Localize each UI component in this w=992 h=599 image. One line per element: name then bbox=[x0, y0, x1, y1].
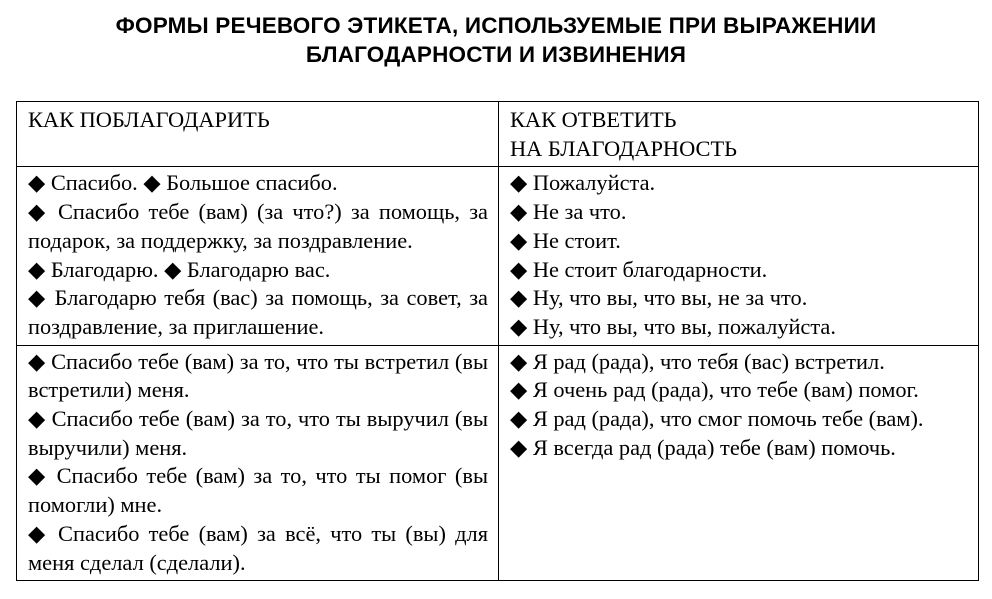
list-item: ◆ Спасибо тебе (вам) (за что?) за помощь, за подарок, за поддержку, за поздравление. bbox=[28, 199, 488, 253]
list-item: ◆ Не за что. bbox=[510, 199, 627, 225]
table-row bbox=[17, 345, 979, 581]
list-item: ◆ Я всегда рад (рада) тебе (вам) помочь. bbox=[510, 434, 896, 460]
list-item: ◆ Спасибо тебе (вам) за то, что ты встретил (вы встретили) меня. bbox=[28, 348, 488, 403]
thank-phrases-cell bbox=[17, 167, 499, 345]
list-item: ◆ Я очень рад (рада), что тебе (вам) помог. bbox=[510, 377, 919, 403]
header-how-to-respond-line-2: НА БЛАГОДАРНОСТЬ bbox=[510, 135, 738, 161]
response-phrases-cell bbox=[499, 345, 979, 581]
list-item: ◆ Спасибо. ◆ Большое спасибо. bbox=[28, 170, 338, 196]
page-title bbox=[0, 11, 992, 69]
list-item: ◆ Ну, что вы, что вы, пожалуйста. bbox=[510, 313, 836, 339]
list-item: ◆ Спасибо тебе (вам) за то, что ты выручил (вы выручили) меня. bbox=[28, 406, 488, 460]
list-item: ◆ Спасибо тебе (вам) за всё, что ты (вы) для меня сделал (сделали). bbox=[28, 520, 488, 575]
list-item: ◆ Ну, что вы, что вы, не за что. bbox=[510, 285, 808, 311]
title-line-1: ФОРМЫ РЕЧЕВОГО ЭТИКЕТА, ИСПОЛЬЗУЕМЫЕ ПРИ ВЫРАЖЕНИИ bbox=[115, 13, 877, 38]
response-phrases-cell bbox=[499, 167, 979, 345]
list-item: ◆ Благодарю. ◆ Благодарю вас. bbox=[28, 256, 331, 282]
list-item: ◆ Я рад (рада), что смог помочь тебе (вам). bbox=[510, 406, 924, 432]
header-how-to-thank bbox=[17, 102, 499, 167]
title-line-2: БЛАГОДАРНОСТИ И ИЗВИНЕНИЯ bbox=[305, 42, 687, 67]
header-row bbox=[17, 102, 979, 167]
list-item: ◆ Пожалуйста. bbox=[510, 170, 656, 196]
thank-phrases-cell bbox=[17, 345, 499, 581]
list-item: ◆ Благодарю тебя (вас) за помощь, за совет, за поздравление, за приглашение. bbox=[28, 285, 488, 339]
header-how-to-respond bbox=[499, 102, 979, 167]
list-item: ◆ Не стоит благодарности. bbox=[510, 256, 768, 282]
table-row bbox=[17, 167, 979, 345]
etiquette-table bbox=[16, 101, 979, 581]
header-how-to-respond-line-1: КАК ОТВЕТИТЬ bbox=[510, 107, 677, 132]
header-how-to-thank-text: КАК ПОБЛАГОДАРИТЬ bbox=[28, 107, 270, 132]
list-item: ◆ Спасибо тебе (вам) за то, что ты помог (вы помогли) мне. bbox=[28, 463, 488, 518]
list-item: ◆ Я рад (рада), что тебя (вас) встретил. bbox=[510, 348, 885, 374]
list-item: ◆ Не стоит. bbox=[510, 227, 621, 253]
